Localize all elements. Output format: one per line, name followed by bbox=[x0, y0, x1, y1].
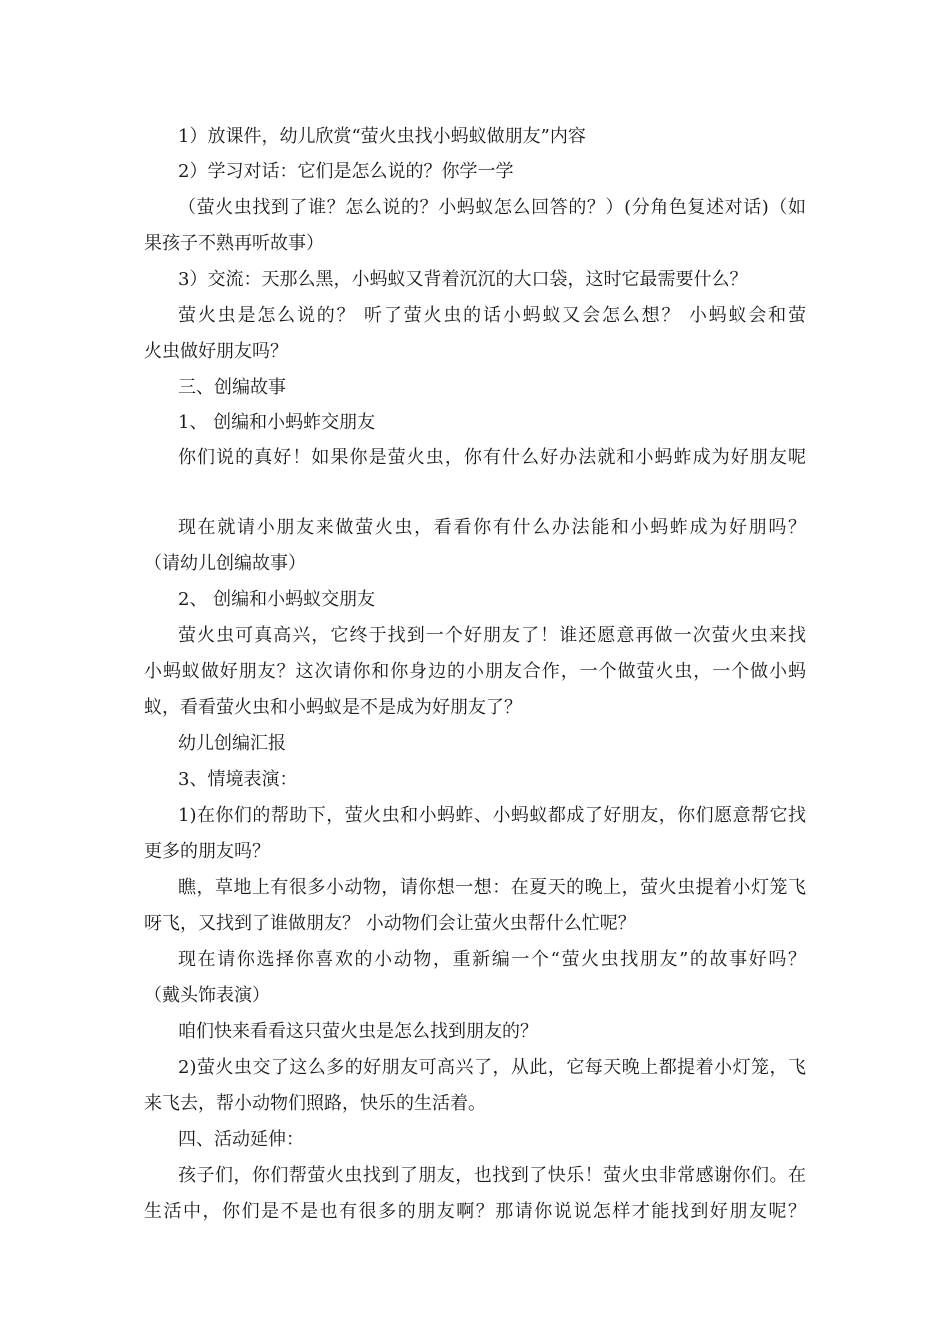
text-line: 小蚂蚁做好朋友？这次请你和你身边的小朋友合作，一个做萤火虫，一个做小蚂 bbox=[144, 661, 806, 682]
text-line: 3）交流：天那么黑，小蚂蚁又背着沉沉的大口袋，这时它最需要什么？ bbox=[178, 269, 748, 290]
text-line: （萤火虫找到了谁？怎么说的？小蚂蚁怎么回答的？）(分角色复述对话)（如 bbox=[178, 197, 806, 218]
text-line: 幼儿创编汇报 bbox=[178, 733, 286, 754]
subheading: 3、情境表演： bbox=[178, 769, 298, 790]
subheading: 1、 创编和小蚂蚱交朋友 bbox=[178, 412, 376, 433]
text-line: （请幼儿创编故事） bbox=[144, 553, 306, 574]
section-heading: 四、活动延伸： bbox=[178, 1129, 304, 1150]
text-line: 蚁，看看萤火虫和小蚂蚁是不是成为好朋友了？ bbox=[144, 697, 522, 718]
text-line: 孩子们，你们帮萤火虫找到了朋友，也找到了快乐！萤火虫非常感谢你们。在 bbox=[178, 1165, 806, 1186]
section-heading: 三、创编故事 bbox=[178, 377, 286, 398]
text-line: 火虫做好朋友吗？ bbox=[144, 341, 288, 362]
subheading: 2、 创编和小蚂蚁交朋友 bbox=[178, 589, 376, 610]
text-line: 你们说的真好！如果你是萤火虫，你有什么好办法就和小蚂蚱成为好朋友呢 bbox=[178, 447, 806, 468]
text-line: 更多的朋友吗？ bbox=[144, 841, 270, 862]
text-line: 呀飞，又找到了谁做朋友？ 小动物们会让萤火虫帮什么忙呢？ bbox=[144, 913, 636, 934]
text-line: 现在请你选择你喜欢的小动物，重新编一个“萤火虫找朋友”的故事好吗？ bbox=[178, 949, 806, 970]
text-line: 现在就请小朋友来做萤火虫，看看你有什么办法能和小蚂蚱成为好朋吗？ bbox=[178, 517, 806, 538]
text-line: 来飞去，帮小动物们照路，快乐的生活着。 bbox=[144, 1093, 486, 1114]
text-line: 萤火虫可真高兴，它终于找到一个好朋友了！谁还愿意再做一次萤火虫来找 bbox=[178, 625, 806, 646]
text-line: 瞧，草地上有很多小动物，请你想一想：在夏天的晚上，萤火虫提着小灯笼飞 bbox=[178, 877, 806, 898]
text-line: 2)萤火虫交了这么多的好朋友可高兴了，从此，它每天晚上都提着小灯笼，飞 bbox=[178, 1057, 806, 1078]
text-line: 1)在你们的帮助下，萤火虫和小蚂蚱、小蚂蚁都成了好朋友，你们愿意帮它找 bbox=[178, 805, 806, 826]
text-line: 生活中，你们是不是也有很多的朋友啊？那请你说说怎样才能找到好朋友呢？ bbox=[144, 1201, 806, 1222]
text-line: 果孩子不熟再听故事） bbox=[144, 233, 324, 254]
text-line: 1）放课件，幼儿欣赏“萤火虫找小蚂蚁做朋友”内容 bbox=[178, 126, 586, 147]
text-line: 咱们快来看看这只萤火虫是怎么找到朋友的？ bbox=[178, 1021, 538, 1042]
text-line: 萤火虫是怎么说的？ 听了萤火虫的话小蚂蚁又会怎么想？ 小蚂蚁会和萤 bbox=[178, 305, 806, 326]
text-line: 2）学习对话：它们是怎么说的？你学一学 bbox=[178, 161, 514, 182]
text-line: （戴头饰表演） bbox=[144, 985, 270, 1006]
